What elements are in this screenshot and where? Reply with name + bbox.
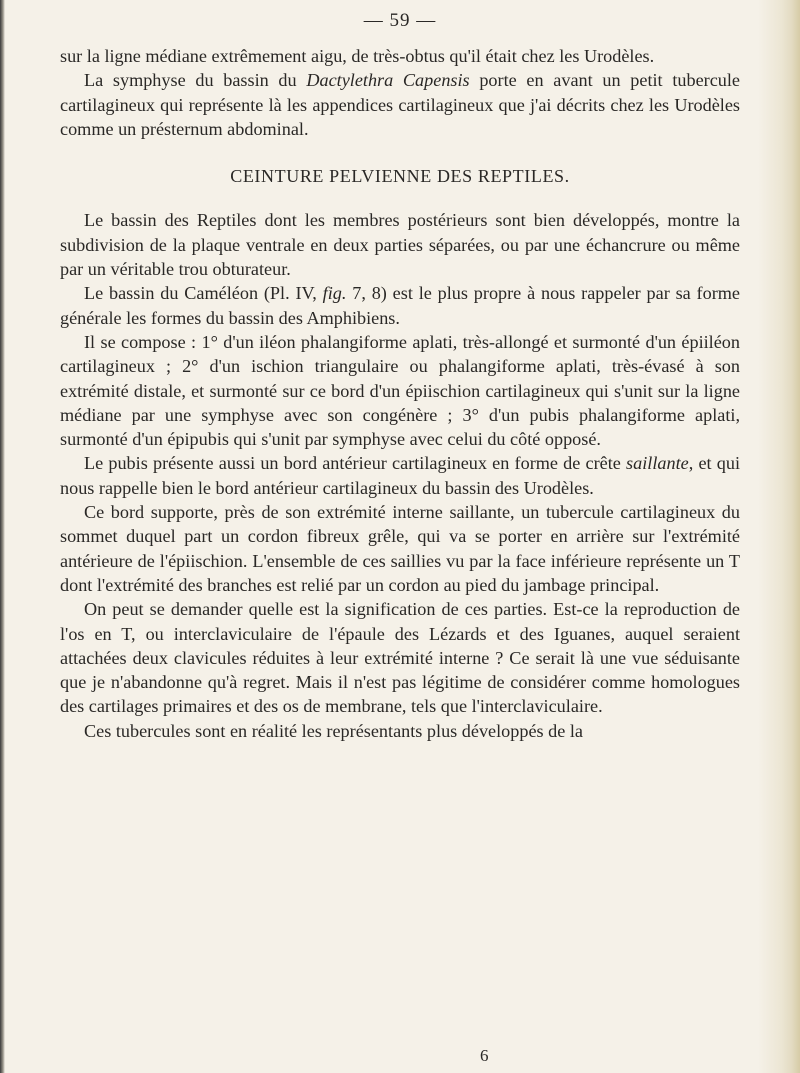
italic-term: saillante [626, 453, 689, 474]
paragraph-3: Le bassin des Reptiles dont les membres postérieurs sont bien développés, montre la subdivision de la plaque ventrale en deux parties séparées, ou par une échancrure ou même par un véritable trou obturateur. [60, 210, 740, 280]
paragraph-1: sur la ligne médiane extrêmement aigu, de très-obtus qu'il était chez les Urodèles. [60, 46, 655, 66]
species-name: Dactylethra Capensis [306, 70, 470, 91]
paragraph-4 [60, 281, 740, 330]
figure-abbrev: fig. [322, 283, 347, 304]
paragraph-7: Ce bord supporte, près de son extrémité interne saillante, un tubercule cartilagineux du sommet duquel part un cordon fibreux grêle, qui va se porter en arrière sur l'extrémité antérieure de l'épiischion. L'ensemble de ces saillies vu par la face inférieure représente un T dont l'extrémité des branches est relié par un cordon au pied du jambage principal. [60, 502, 740, 595]
body-text [60, 44, 740, 743]
page-number: — 59 — [363, 10, 437, 31]
paragraph-4-text-b: 7, 8) est le plus propre à nous rappeler par sa forme générale les formes du bassin des Amphibiens. [60, 283, 740, 328]
paragraph-2 [60, 68, 740, 141]
page-edge-stain [758, 0, 800, 1073]
paragraph-2-text-b: porte en avant un petit tubercule cartilagineux qui représente là les appendices cartilagineux que j'ai décrits chez les Urodèles comme un présternum abdominal. [60, 70, 740, 139]
paragraph-9: Ces tubercules sont en réalité les représentants plus développés de la [84, 720, 583, 741]
paragraph-6-text-a: Le pubis présente aussi un bord antérieur cartilagineux en forme de crête [84, 453, 627, 474]
paragraph-6-text-b: , et qui nous rappelle bien le bord antérieur cartilagineux du bassin des Urodèles. [60, 453, 741, 498]
section-heading: CEINTURE PELVIENNE DES REPTILES. [230, 166, 570, 187]
signature-mark: 6 [480, 1046, 489, 1065]
page-gutter-shadow [0, 0, 5, 1073]
paragraph-4-text-a: Le bassin du Caméléon (Pl. IV, [84, 283, 323, 304]
paragraph-2-text-a: La symphyse du bassin du [84, 70, 307, 91]
paragraph-8: On peut se demander quelle est la signification de ces parties. Est-ce la reproduction de l'os en T, ou interclaviculaire de l'épaule des Lézards et des Iguanes, auquel seraient attachées deux clavicules réduites à leur extrémité interne ? Ce serait là une vue séduisante que je n'abandonne qu'à regret. Mais il n'est pas légitime de considérer comme homologues des cartilages primaires et des os de membrane, tels que l'interclaviculaire. [60, 599, 740, 717]
paragraph-5: Il se compose : 1° d'un iléon phalangiforme aplati, très-allongé et surmonté d'un épiiléon cartilagineux ; 2° d'un ischion triangulaire ou phalangiforme aplati, très-évasé à son extrémité distale, et surmonté sur ce bord d'un épiischion cartilagineux qui s'unit sur la ligne médiane par une symphyse avec son congénère ; 3° d'un pubis phalangiforme aplati, surmonté d'un épipubis qui s'unit par symphyse avec celui du côté opposé. [60, 331, 740, 450]
paragraph-6 [60, 451, 740, 500]
